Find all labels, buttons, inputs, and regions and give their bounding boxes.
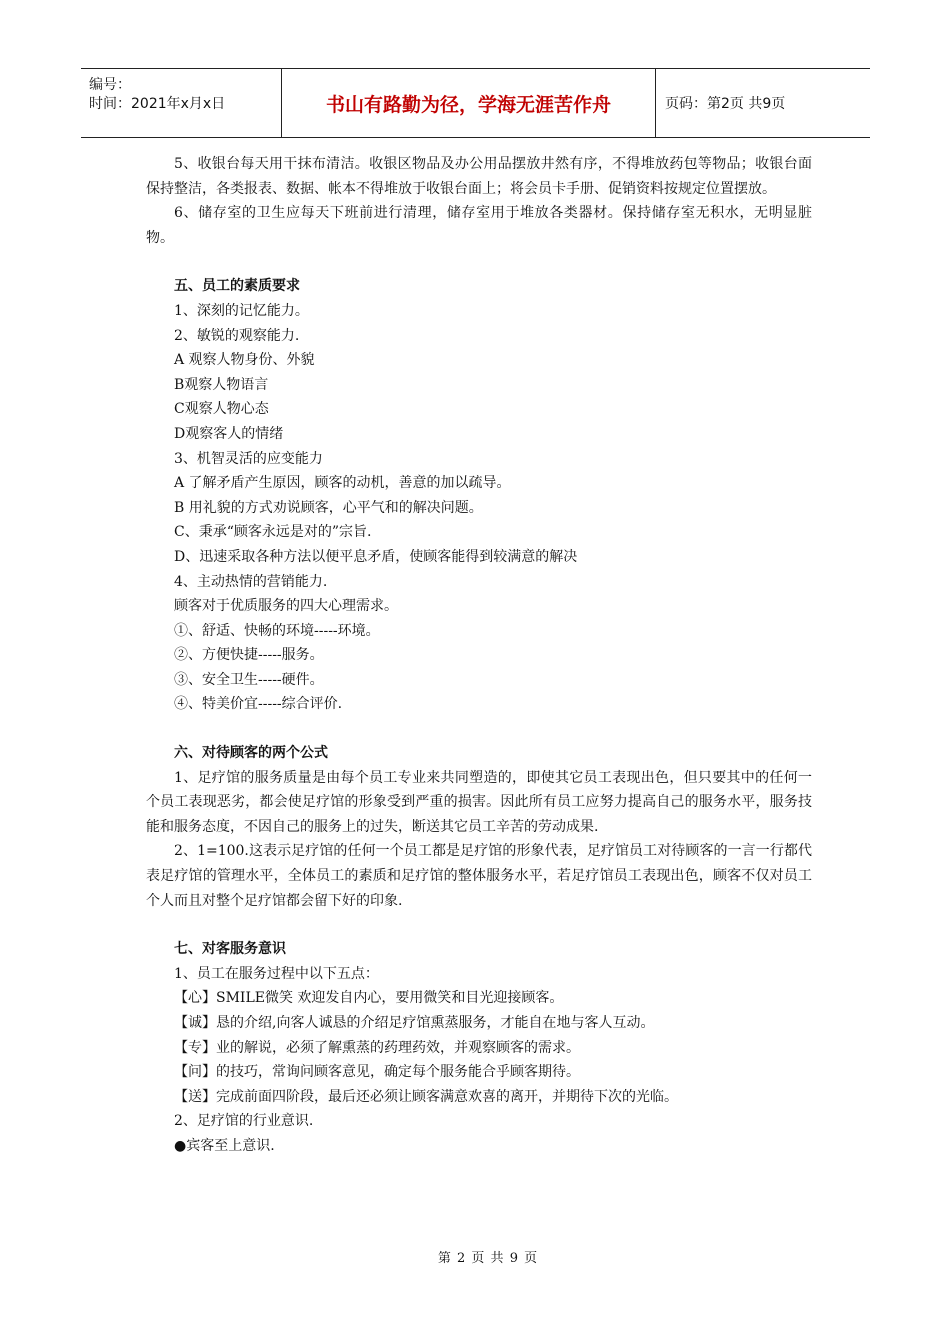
- page-footer: [0, 1247, 950, 1266]
- document-header: [81, 68, 870, 138]
- list-line: ●宾客至上意识.: [174, 1137, 275, 1154]
- list-line: A 观察人物身份、外貌: [174, 352, 315, 369]
- date-label: 时间：2021年x月x日: [89, 96, 226, 112]
- list-line: 【送】完成前面四阶段，最后还必须让顾客满意欢喜的离开，并期待下次的光临。: [174, 1088, 678, 1105]
- list-line: 1、员工在服务过程中以下五点：: [174, 965, 379, 982]
- spacer: [146, 717, 812, 741]
- list-line: D观察客人的情绪: [174, 425, 284, 442]
- list-line: B 用礼貌的方式劝说顾客，心平气和的解决问题。: [174, 499, 483, 516]
- section-heading: 七、对客服务意识: [174, 941, 286, 958]
- section-heading: 五、员工的素质要求: [174, 278, 300, 295]
- header-page-label: 页码：第2页 共9页: [665, 96, 786, 112]
- list-line: 【心】SMILE微笑 欢迎发自内心，要用微笑和目光迎接顾客。: [174, 990, 564, 1007]
- list-line: D、迅速采取各种方法以便平息矛盾，使顾客能得到较满意的解决: [174, 548, 578, 565]
- document-body: [146, 152, 812, 1159]
- number-label: 编号：: [89, 77, 131, 93]
- list-line: ④、特美价宜-----综合评价.: [174, 696, 343, 713]
- list-line: 1、深刻的记忆能力。: [174, 302, 309, 319]
- spacer: [146, 913, 812, 937]
- list-line: C、秉承“顾客永远是对的”宗旨.: [174, 524, 372, 541]
- paragraph: 1、足疗馆的服务质量是由每个员工专业来共同塑造的，即使其它员工表现出色，但只要其中的任何一个员工表现恶劣，都会使足疗馆的形象受到严重的损害。因此所有员工应努力提高自己的服务水平，服务技能和服务态度，不因自己的服务上的过失，断送其它员工辛苦的劳动成果.: [146, 769, 812, 835]
- list-line: 3、机智灵活的应变能力: [174, 450, 323, 467]
- list-line: ②、方便快捷-----服务。: [174, 647, 324, 664]
- paragraph: 2、1=100.这表示足疗馆的任何一个员工都是足疗馆的形象代表，足疗馆员工对待顾客的一言一行都代表足疗馆的管理水平，全体员工的素质和足疗馆的整体服务水平，若足疗馆员工表现出色，顾客不仅对员工个人而且对整个足疗馆都会留下好的印象.: [146, 843, 812, 909]
- list-line: 4、主动热情的营销能力.: [174, 573, 328, 590]
- list-line: 顾客对于优质服务的四大心理需求。: [174, 598, 398, 615]
- paragraph: 5、收银台每天用干抹布清洁。收银区物品及办公用品摆放井然有序，不得堆放药包等物品；收银台面保持整洁，各类报表、数据、帐本不得堆放于收银台面上；将会员卡手册、促销资料按规定位置摆放。: [146, 156, 812, 197]
- list-line: C观察人物心态: [174, 401, 269, 418]
- list-line: 【问】的技巧，常询问顾客意见，确定每个服务能合乎顾客期待。: [174, 1064, 580, 1081]
- list-line: 2、足疗馆的行业意识.: [174, 1113, 314, 1130]
- paragraph: 6、储存室的卫生应每天下班前进行清理，储存室用于堆放各类器材。保持储存室无积水，无明显脏物。: [146, 205, 812, 246]
- header-motto: 书山有路勤为径，学海无涯苦作舟: [325, 93, 611, 116]
- section-heading: 六、对待顾客的两个公式: [174, 745, 328, 762]
- header-info-cell: [81, 69, 281, 137]
- list-line: 【专】业的解说，必须了解熏蒸的药理药效，并观察顾客的需求。: [174, 1039, 580, 1056]
- list-line: B观察人物语言: [174, 376, 269, 393]
- list-line: 2、敏锐的观察能力.: [174, 327, 300, 344]
- spacer: [146, 250, 812, 274]
- list-line: 【诚】恳的介绍,向客人诚恳的介绍足疗馆熏蒸服务，才能自在地与客人互动。: [174, 1015, 655, 1031]
- list-line: ①、舒适、快畅的环境-----环境。: [174, 622, 380, 639]
- footer-page-number: 第 2 页 共 9 页: [437, 1251, 539, 1266]
- list-line: ③、安全卫生-----硬件。: [174, 671, 324, 688]
- list-line: A 了解矛盾产生原因，顾客的动机，善意的加以疏导。: [174, 475, 511, 492]
